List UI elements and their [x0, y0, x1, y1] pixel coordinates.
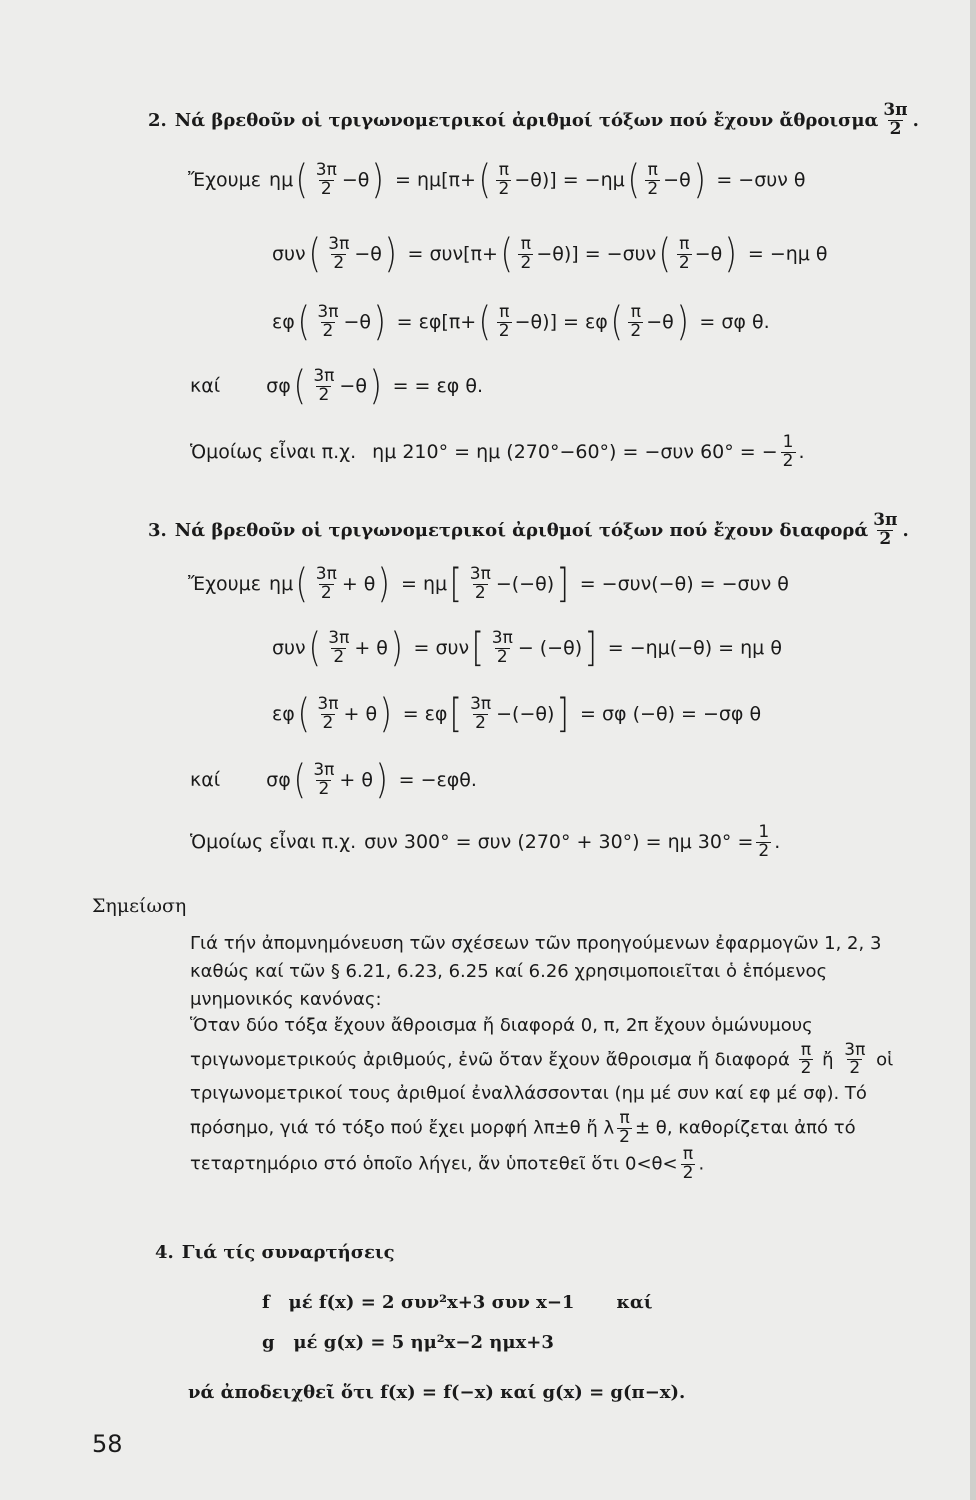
- s3-equation-4: καί σφ ( $\frac{3\pi}{2}$ + θ ) = −εφθ.: [190, 757, 477, 803]
- s2-equation-1: Ἔχουμε ημ ( $\frac{3\pi}{2}$ −θ ) = ημ[π+ ( $\frac{\pi}{2}$ −θ )] = −ημ ( $\frac{\pi}{2}$ −θ ) = −συν θ: [188, 157, 806, 203]
- s2-equation-3: εφ ( $\frac{3\pi}{2}$ −θ ) = εφ[π+ ( $\frac{\pi}{2}$ −θ )] = εφ ( $\frac{\pi}{2}$ −θ ) = σφ θ.: [272, 299, 770, 345]
- note-title: Σημείωση: [92, 895, 187, 917]
- s3-equation-3: εφ ( $\frac{3\pi}{2}$ + θ ) = εφ [ $\frac{3\pi}{2}$ −(−θ) ] = σφ (−θ) = −σφ θ: [272, 691, 762, 737]
- s2-equation-2: συν ( $\frac{3\pi}{2}$ −θ ) = συν[π+ ( $\frac{\pi}{2}$ −θ )] = −συν ( $\frac{\pi}{2}$ −θ ) = −ημ θ: [272, 231, 828, 277]
- note-paragraph-2: Ὅταν δύο τόξα ἔχουν ἄθροισμα ἤ διαφορά 0, π, 2π ἔχουν ὁμώνυμους τριγωνομετρικούς ἀριθμούς, ἐνῶ ὅταν ἔχουν ἄθροισμα ἤ διαφορά $\frac{\pi}{2}$ ἤ $\frac{3\pi}{2}$ οἱ τριγωνομετρικοί τους ἀριθμοί ἐναλλάσσονται (ημ μέ συν καί εφ μέ σφ). Τό πρόσημο, γιά τό τόξο πού ἔχει μορφή λπ±θ ἤ λ $\frac{\pi}{2}$ ± θ, καθορίζεται ἀπό τό τεταρτημόριο στό ὁποῖο λήγει, ἄν ὑποτεθεῖ ὅτι 0<θ< $\frac{\pi}{2}$ .: [190, 1015, 894, 1184]
- s3-example: Ὁμοίως εἶναι π.χ. συν 300° = συν (270° + 30°) = ημ 30° = $\frac{1}{2}$ .: [190, 822, 781, 861]
- note-paragraph-1: Γιά τήν ἀπομνημόνευση τῶν σχέσεων τῶν προηγούμενων ἐφαρμογῶν 1, 2, 3 καθώς καί τῶν § 6.21, 6.23, 6.25 καί 6.26 χρησιμοποιεῖται ὁ ἑπόμενος μνημονικός κανόνας:: [190, 933, 882, 1010]
- s2-intro: Ἔχουμε: [188, 169, 262, 191]
- s4-f-definition: f μέ f(x) = 2 συν²x+3 συν x−1 καί: [262, 1292, 653, 1313]
- heading-fraction: $\frac{3\pi}{2}$: [883, 100, 908, 139]
- section-2-heading: 2. Νά βρεθοῦν οἱ τριγωνομετρικοί ἀριθμοί τόξων πού ἔχουν ἄθροισμα $\frac{3\pi}{2}$ .: [148, 100, 919, 139]
- page-edge: [970, 0, 976, 1500]
- page-number: 58: [92, 1430, 123, 1458]
- s2-example: Ὁμοίως εἶναι π.χ. ημ 210° = ημ (270°−60°) = −συν 60° = − $\frac{1}{2}$ .: [190, 432, 805, 471]
- section-3-heading: 3. Νά βρεθοῦν οἱ τριγωνομετρικοί ἀριθμοί τόξων πού ἔχουν διαφορά $\frac{3\pi}{2}$ .: [148, 510, 909, 549]
- section-2-number: 2.: [148, 109, 167, 131]
- s3-equation-1: Ἔχουμε ημ ( $\frac{3\pi}{2}$ + θ ) = ημ [ $\frac{3\pi}{2}$ −(−θ) ] = −συν(−θ) = −συν θ: [188, 561, 789, 607]
- section-2-heading-text: Νά βρεθοῦν οἱ τριγωνομετρικοί ἀριθμοί τόξων πού ἔχουν ἄθροισμα: [174, 109, 879, 131]
- section-4-heading: 4. Γιά τίς συναρτήσεις: [155, 1242, 395, 1263]
- s2-equation-4: καί σφ ( $\frac{3\pi}{2}$ −θ ) = = εφ θ.: [190, 363, 483, 409]
- s4-g-definition: g μέ g(x) = 5 ημ²x−2 ημx+3: [262, 1332, 554, 1353]
- s4-prove: νά ἀποδειχθεῖ ὅτι f(x) = f(−x) καί g(x) = g(π−x).: [188, 1382, 686, 1403]
- s3-equation-2: συν ( $\frac{3\pi}{2}$ + θ ) = συν [ $\frac{3\pi}{2}$ − (−θ) ] = −ημ(−θ) = ημ θ: [272, 625, 782, 671]
